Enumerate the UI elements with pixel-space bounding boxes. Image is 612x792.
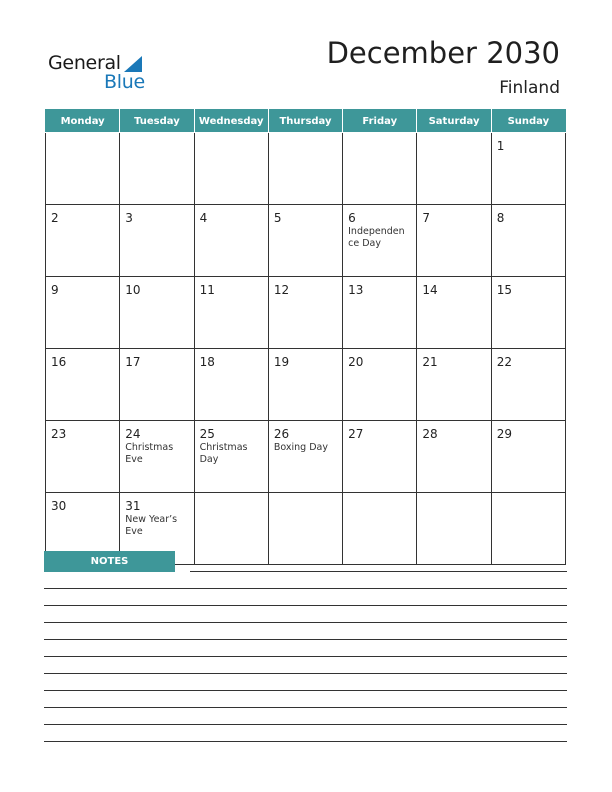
calendar-week-row [46, 133, 566, 205]
calendar-day-cell [343, 277, 417, 349]
notes-line [44, 639, 567, 640]
calendar-day-cell [120, 277, 194, 349]
notes-line [44, 622, 567, 623]
calendar-day-cell [491, 133, 565, 205]
brand-logo [48, 52, 158, 92]
day-number: 21 [422, 355, 438, 369]
calendar-day-cell [194, 205, 268, 277]
day-number: 28 [422, 427, 438, 441]
calendar-day-cell [491, 493, 565, 565]
day-number: 27 [348, 427, 364, 441]
calendar-day-cell [194, 421, 268, 493]
day-number: 25 [199, 427, 215, 441]
calendar-day-cell [194, 493, 268, 565]
day-number: 7 [422, 211, 431, 225]
day-number: 5 [273, 211, 282, 225]
calendar-day-cell [343, 205, 417, 277]
calendar-day-cell [491, 421, 565, 493]
calendar-day-cell [194, 349, 268, 421]
weekday-header: Saturday [417, 110, 491, 133]
calendar-day-cell [417, 421, 491, 493]
calendar-day-cell [120, 349, 194, 421]
calendar-day-cell [491, 277, 565, 349]
notes-line [44, 690, 567, 691]
calendar-day-cell [194, 133, 268, 205]
holiday-label: Christmas Day [199, 442, 248, 465]
day-number: 26 [273, 427, 290, 441]
calendar-day-cell [417, 133, 491, 205]
notes-line [44, 656, 567, 657]
holiday-label: Boxing Day [273, 442, 328, 453]
calendar-day-cell [343, 133, 417, 205]
day-number: 29 [496, 427, 512, 441]
holiday-label: New Year’s Eve [125, 514, 178, 537]
calendar-week-row [46, 277, 566, 349]
notes-line [44, 588, 567, 589]
day-number: 15 [496, 283, 512, 297]
notes-line [44, 673, 567, 674]
calendar-day-cell [417, 349, 491, 421]
calendar-day-cell [120, 133, 194, 205]
calendar-day-cell [194, 277, 268, 349]
notes-line [190, 571, 567, 572]
holiday-label: Independen ce Day [348, 226, 405, 249]
calendar-day-cell [268, 133, 342, 205]
day-number: 3 [125, 211, 133, 225]
calendar-day-cell [46, 349, 120, 421]
weekday-header: Friday [343, 110, 417, 133]
notes-line [44, 724, 567, 725]
calendar-day-cell [120, 205, 194, 277]
calendar-day-cell [268, 277, 342, 349]
notes-line [44, 741, 567, 742]
calendar-day-cell [343, 421, 417, 493]
day-number: 2 [51, 211, 59, 225]
day-number: 22 [496, 355, 512, 369]
day-number: 9 [51, 283, 59, 297]
calendar-grid [45, 109, 566, 565]
weekday-header-row [46, 110, 566, 133]
day-number: 31 [125, 499, 141, 513]
calendar-day-cell [268, 205, 342, 277]
calendar-day-cell [46, 133, 120, 205]
day-number: 18 [199, 355, 215, 369]
day-number: 30 [51, 499, 67, 513]
calendar-day-cell [491, 205, 565, 277]
day-number: 8 [496, 211, 505, 225]
calendar-day-cell [491, 349, 565, 421]
calendar-day-cell [120, 421, 194, 493]
day-number: 1 [496, 139, 505, 153]
calendar-day-cell [268, 493, 342, 565]
day-number: 24 [125, 427, 141, 441]
day-number: 12 [273, 283, 290, 297]
day-number: 13 [348, 283, 364, 297]
calendar-day-cell [46, 421, 120, 493]
calendar-day-cell [343, 493, 417, 565]
calendar-day-cell [417, 493, 491, 565]
country-label: Finland [499, 78, 560, 98]
weekday-header: Tuesday [120, 110, 194, 133]
notes-line [44, 605, 567, 606]
weekday-header: Thursday [268, 110, 342, 133]
weekday-header: Monday [46, 110, 120, 133]
logo-text-general: General [48, 52, 121, 74]
calendar-day-cell [46, 205, 120, 277]
logo-text-blue: Blue [104, 71, 145, 93]
calendar-week-row [46, 349, 566, 421]
logo-triangle-icon [120, 56, 142, 72]
weekday-header: Sunday [491, 110, 565, 133]
day-number: 11 [199, 283, 215, 297]
calendar-day-cell [268, 421, 342, 493]
calendar-day-cell [417, 277, 491, 349]
calendar-day-cell [46, 277, 120, 349]
day-number: 6 [348, 211, 356, 225]
day-number: 19 [273, 355, 290, 369]
weekday-header: Wednesday [194, 110, 268, 133]
calendar-week-row [46, 205, 566, 277]
day-number: 16 [51, 355, 67, 369]
day-number: 4 [199, 211, 208, 225]
notes-line [44, 707, 567, 708]
calendar-day-cell [417, 205, 491, 277]
day-number: 10 [125, 283, 141, 297]
day-number: 20 [348, 355, 364, 369]
day-number: 23 [51, 427, 67, 441]
calendar-day-cell [343, 349, 417, 421]
page-title: December 2030 [326, 36, 560, 70]
day-number: 14 [422, 283, 438, 297]
holiday-label: Christmas Eve [125, 442, 174, 465]
notes-label: NOTES [44, 551, 175, 572]
calendar-day-cell [268, 349, 342, 421]
calendar-week-row [46, 421, 566, 493]
day-number: 17 [125, 355, 141, 369]
calendar-body [46, 133, 566, 565]
